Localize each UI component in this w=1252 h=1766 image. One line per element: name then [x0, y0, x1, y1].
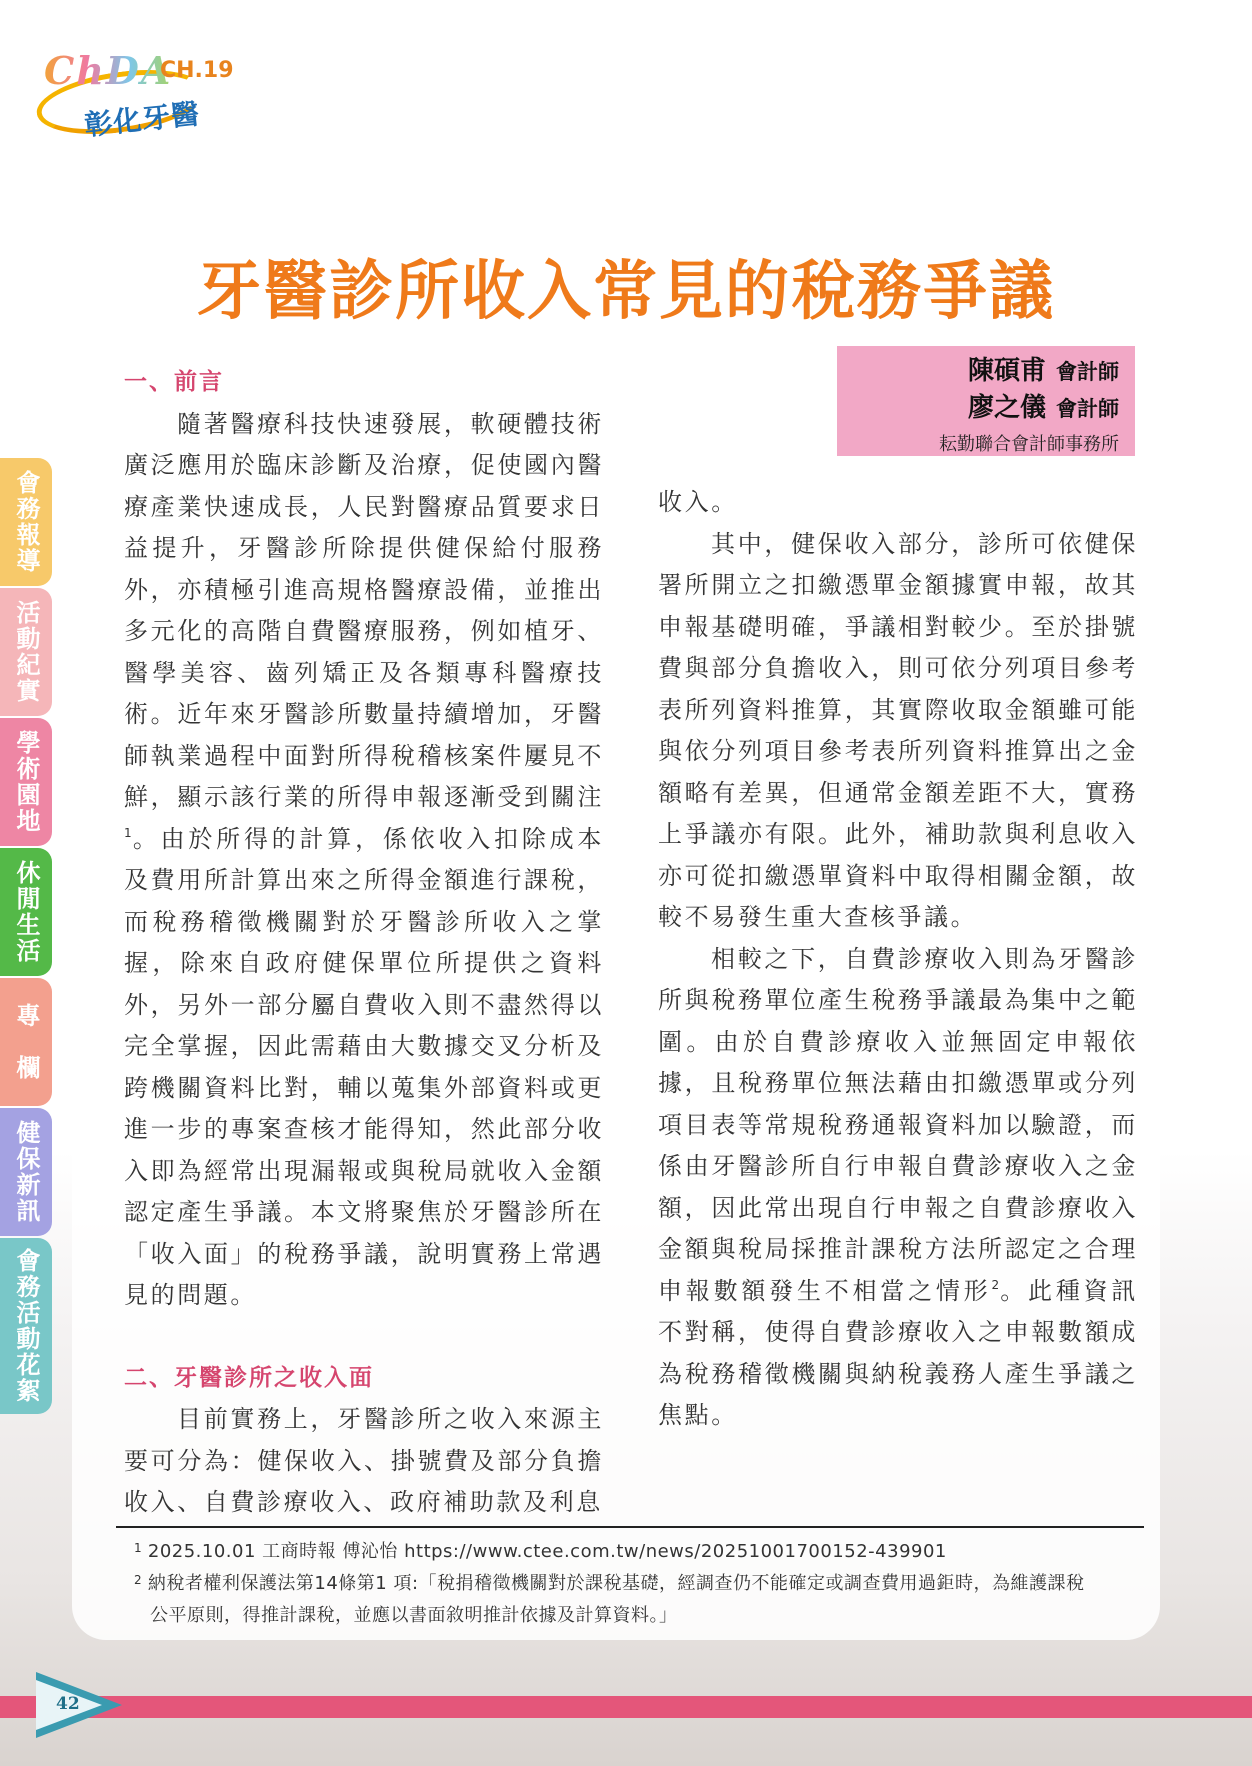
bottom-bar [0, 1696, 1252, 1718]
logo-name: 彰化牙醫 [82, 97, 202, 142]
footnote-2-cont [150, 1602, 678, 1630]
footnote-text: 納稅者權利保護法第14條第1 項:「稅捐稽徵機關對於課稅基礎，經調查仍不能確定或調查費用過鉅時，為維護課稅 [147, 1573, 1085, 1594]
paragraph-text: 。此種資訊不對稱，使得自費診療收入之申報數額成為稅務稽徵機關與納稅義務人產生爭議之焦點。 [658, 1276, 1139, 1429]
tab-gallery[interactable]: 會務活動花絮 [0, 1238, 52, 1414]
footnote-number: 2 [134, 1573, 142, 1587]
body-paragraph: 目前實務上，牙醫診所之收入來源主要可分為：健保收入、掛號費及部分負擔收入、自費診療收入、政府補助款及利息 [124, 1405, 604, 1516]
author-name: 陳碩甫 [967, 356, 1046, 386]
article-title: 牙醫診所收入常見的稅務爭議 [197, 254, 1055, 329]
footnote-text: 2025.10.01 工商時報 傅沁怡 https://www.ctee.com.tw/news/20251001700152-439901 [147, 1541, 947, 1562]
left-column [124, 362, 604, 1524]
footnote-divider [116, 1526, 1144, 1528]
body-paragraph: 其中，健保收入部分，診所可依健保署所開立之扣繳憑單金額據實申報，故其申報基礎明確，爭議相對較少。至於掛號費與部分負擔收入，則可依分列項目參考表所列資料推算，其實際收取金額雖可能與依分列項目參考表所列資料推算出之金額略有差異，但通常金額差距不大，實務上爭議亦有限。此外，補助款與利息收入亦可從扣繳憑單資料中取得相關金額，故較不易發生重大查核爭議。 [658, 529, 1138, 931]
tab-news[interactable]: 會務報導 [0, 458, 52, 586]
logo-wordmark: ChDA [44, 48, 173, 93]
tab-leisure[interactable]: 休閒生活 [0, 848, 52, 976]
footnote-text: 公平原則，得推計課稅，並應以書面敘明推計依據及計算資料。」 [150, 1605, 678, 1626]
author-firm: 耘勤聯合會計師事務所 [939, 434, 1119, 455]
paragraph-text: 。由於所得的計算，係依收入扣除成本及費用所計算出來之所得金額進行課稅，而稅務稽徵機關對於牙醫診所收入之掌握，除來自政府健保單位所提供之資料外，另外一部分屬自費收入則不盡然得以完全掌握，因此需藉由大數據交叉分析及跨機關資料比對，輔以蒐集外部資料或更進一步的專案查核才能得知，然此部分收入即為經常出現漏報或與稅局就收入金額認定產生爭議。本文將聚焦於牙醫診所在「收入面」的稅務爭議，說明實務上常遇見的問題。 [124, 824, 604, 1309]
tab-nhi-news[interactable]: 健保新訊 [0, 1108, 52, 1236]
author-role: 會計師 [1056, 359, 1119, 384]
page-number: 42 [56, 1694, 80, 1714]
intro-paragraph [124, 404, 604, 1317]
footnote-ref[interactable]: 1 [124, 825, 132, 840]
author-name: 廖之儀 [967, 393, 1046, 423]
logo-chapter: CH.19 [160, 58, 234, 83]
footnote-1 [134, 1538, 947, 1566]
body-paragraph [658, 939, 1138, 1437]
magazine-logo [28, 40, 234, 150]
right-column [658, 482, 1138, 1437]
tab-column[interactable]: 專 欄 [0, 978, 52, 1106]
section-heading: 一、前言 [124, 369, 224, 395]
footnote-2 [134, 1570, 1085, 1598]
paragraph-text: 相較之下，自費診療收入則為牙醫診所與稅務單位產生稅務爭議最為集中之範圍。由於自費診療收入並無固定申報依據，且稅務單位無法藉由扣繳憑單或分列項目表等常規稅務通報資料加以驗證，而係由牙醫診所自行申報自費診療收入之金額，因此常出現自行申報之自費診療收入金額與稅局採推計課稅方法所認定之合理申報數額發生不相當之情形 [658, 944, 1138, 1305]
section-tabs [0, 458, 52, 1416]
body-paragraph: 收入。 [658, 488, 738, 516]
tab-academic[interactable]: 學術園地 [0, 718, 52, 846]
paragraph-text: 隨著醫療科技快速發展，軟硬體技術廣泛應用於臨床診斷及治療，促使國內醫療產業快速成長，人民對醫療品質要求日益提升，牙醫診所除提供健保給付服務外，亦積極引進高規格醫療設備，並推出多元化的高階自費醫療服務，例如植牙、醫學美容、齒列矯正及各類專科醫療技術。近年來牙醫診所數量持續增加，牙醫師執業過程中面對所得稅稽核案件屢見不鮮，顯示該行業的所得申報逐漸受到關注 [124, 409, 604, 811]
author-box [837, 346, 1135, 456]
author-line [837, 354, 1119, 391]
section-heading: 二、牙醫診所之收入面 [124, 1364, 374, 1391]
footnote-number: 1 [134, 1541, 142, 1555]
author-line [837, 391, 1119, 428]
tab-events[interactable]: 活動紀實 [0, 588, 52, 716]
author-role: 會計師 [1056, 396, 1119, 421]
footnote-ref[interactable]: 2 [991, 1277, 1000, 1292]
